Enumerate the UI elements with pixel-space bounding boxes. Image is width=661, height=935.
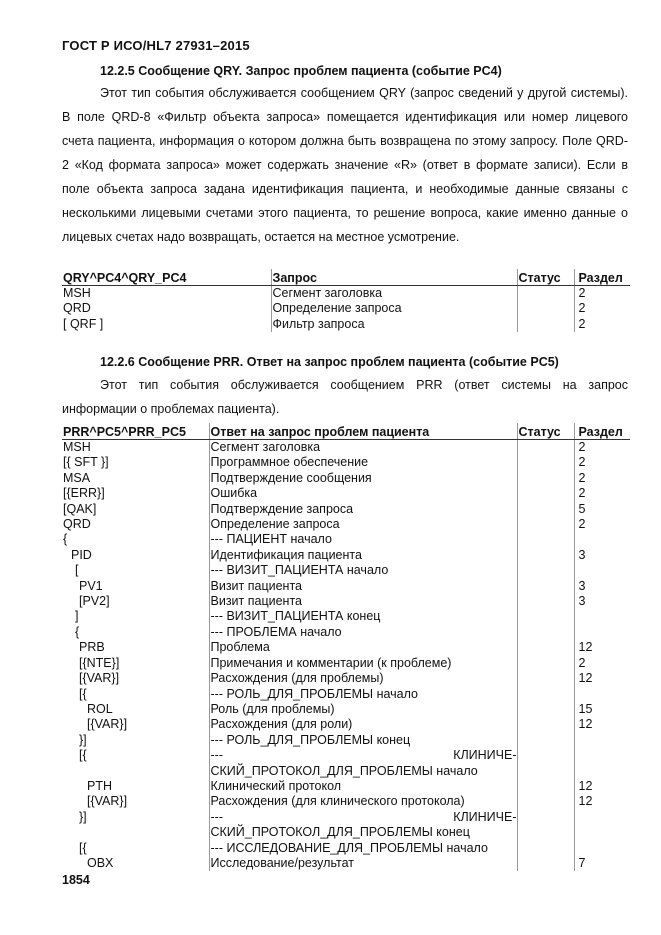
- status-cell: [517, 810, 574, 841]
- description-cell: Определение запроса: [209, 517, 517, 532]
- section-cell: 2: [574, 286, 630, 302]
- description-cell: Визит пациента: [209, 594, 517, 609]
- segment-cell: [{ERR}]: [63, 486, 105, 501]
- column-header: PRR^PC5^PRR_PC5: [62, 423, 209, 440]
- section-cell: 2: [574, 317, 630, 332]
- table-row: [62, 625, 630, 640]
- table-row: [62, 301, 630, 316]
- status-cell: [517, 687, 574, 702]
- table-row: [62, 609, 630, 624]
- section-cell: 2: [574, 486, 630, 501]
- section-cell: 12: [574, 779, 630, 794]
- status-cell: [517, 779, 574, 794]
- segment-cell: [{: [79, 748, 87, 763]
- segment-cell: PRB: [79, 640, 105, 655]
- status-cell: [517, 656, 574, 671]
- description-cell: --- РОЛЬ_ДЛЯ_ПРОБЛЕМЫ начало: [209, 687, 517, 702]
- segment-cell: [ QRF ]: [63, 316, 104, 331]
- segment-cell: {: [63, 532, 68, 547]
- table-row: [62, 286, 630, 302]
- status-cell: [517, 517, 574, 532]
- section-cell: 3: [574, 594, 630, 609]
- section-cell: 15: [574, 702, 630, 717]
- table-row: [62, 640, 630, 655]
- section-heading-12-2-5: 12.2.5 Сообщение QRY. Запрос проблем пациента (событие PC4): [100, 64, 502, 78]
- status-cell: [517, 579, 574, 594]
- status-cell: [517, 733, 574, 748]
- description-cell: --- ВИЗИТ_ПАЦИЕНТА начало: [209, 563, 517, 578]
- status-cell: [517, 471, 574, 486]
- table-row: [62, 733, 630, 748]
- segment-cell: [{VAR}]: [79, 671, 120, 686]
- section-cell: 3: [574, 548, 630, 563]
- status-cell: [517, 856, 574, 871]
- qry-segment-table: [62, 269, 630, 332]
- column-header: Ответ на запрос проблем пациента: [209, 423, 517, 440]
- segment-cell: PID: [71, 547, 92, 562]
- column-header: Статус: [517, 423, 574, 440]
- section-heading-12-2-6: 12.2.6 Сообщение PRR. Ответ на запрос проблем пациента (событие PC5): [100, 355, 559, 369]
- description-cell: --- ПРОБЛЕМА начало: [209, 625, 517, 640]
- segment-cell: ROL: [87, 701, 113, 716]
- description-cell: --- ИССЛЕДОВАНИЕ_ДЛЯ_ПРОБЛЕМЫ начало: [209, 841, 517, 856]
- table-row: [62, 579, 630, 594]
- section-cell: 12: [574, 717, 630, 732]
- description-cell: Подтверждение сообщения: [209, 471, 517, 486]
- section-cell: 7: [574, 856, 630, 871]
- status-cell: [517, 532, 574, 547]
- table-row: [62, 486, 630, 501]
- segment-cell: [{ SFT }]: [63, 455, 109, 470]
- status-cell: [517, 286, 574, 302]
- section-cell: [574, 841, 630, 856]
- status-cell: [517, 702, 574, 717]
- status-cell: [517, 486, 574, 501]
- section-cell: 12: [574, 671, 630, 686]
- column-header: QRY^PC4^QRY_PC4: [62, 269, 271, 286]
- table-row: [62, 594, 630, 609]
- table-row: [62, 717, 630, 732]
- section-cell: 3: [574, 579, 630, 594]
- status-cell: [517, 671, 574, 686]
- segment-cell: [{NTE}]: [79, 655, 120, 670]
- table-row: [62, 548, 630, 563]
- table-row: [62, 794, 630, 809]
- column-header: Статус: [517, 269, 574, 286]
- description-cell: Сегмент заголовка: [271, 286, 517, 302]
- segment-cell: MSH: [63, 286, 91, 300]
- table-row: [62, 455, 630, 470]
- status-cell: [517, 455, 574, 470]
- segment-cell: QRD: [63, 517, 91, 532]
- section-cell: 2: [574, 455, 630, 470]
- status-cell: [517, 841, 574, 856]
- section-cell: 12: [574, 640, 630, 655]
- section-paragraph-12-2-5: [62, 81, 628, 249]
- table-row: [62, 317, 630, 332]
- description-cell: --- ВИЗИТ_ПАЦИЕНТА конец: [209, 609, 517, 624]
- paragraph-text: Этот тип события обслуживается сообщением QRY (запрос сведений у другой системы). В поле QRD-8 «Фильтр объекта запроса» помещается идентификация или номер лицевого счета пациента, информация о котором должна быть возвращена по этому запросу. Поле QRD-2 «Код формата запроса» может содержать значение «R» (ответ в формате записи). Если в поле объекта запроса задана идентификация пациента, и необходимые данные связаны с несколькими лицевыми счетами этого пациента, то решение вопроса, какие именно данные о лицевых счетах надо возвращать, остается на местное усмотрение.: [62, 86, 628, 244]
- section-cell: [574, 625, 630, 640]
- status-cell: [517, 748, 574, 779]
- description-cell: Расхождения (для проблемы): [209, 671, 517, 686]
- description-cell: Визит пациента: [209, 579, 517, 594]
- table-row: [62, 517, 630, 532]
- segment-cell: OBX: [87, 855, 114, 870]
- table-header-row: [62, 423, 630, 440]
- segment-cell: QRD: [63, 301, 91, 316]
- description-cell: Идентификация пациента: [209, 548, 517, 563]
- section-cell: [574, 748, 630, 779]
- status-cell: [517, 794, 574, 809]
- table-row: [62, 687, 630, 702]
- section-cell: [574, 563, 630, 578]
- description-cell: Клинический протокол: [209, 779, 517, 794]
- segment-cell: [{: [79, 686, 87, 701]
- segment-cell: MSA: [63, 470, 91, 485]
- status-cell: [517, 625, 574, 640]
- page-number: 1854: [62, 873, 90, 887]
- segment-cell: PV1: [79, 578, 103, 593]
- status-cell: [517, 640, 574, 655]
- segment-cell: [{: [79, 840, 87, 855]
- segment-cell: }]: [79, 732, 87, 747]
- status-cell: [517, 548, 574, 563]
- segment-cell: ]: [75, 609, 79, 624]
- table-row: [62, 671, 630, 686]
- status-cell: [517, 502, 574, 517]
- description-cell: Подтверждение запроса: [209, 502, 517, 517]
- section-cell: [574, 532, 630, 547]
- description-cell: Примечания и комментарии (к проблеме): [209, 656, 517, 671]
- description-cell: Роль (для проблемы): [209, 702, 517, 717]
- section-cell: [574, 609, 630, 624]
- table-row: [62, 471, 630, 486]
- description-cell: Расхождения (для роли): [209, 717, 517, 732]
- description-cell: Ошибка: [209, 486, 517, 501]
- section-paragraph-12-2-6: [62, 373, 628, 421]
- section-cell: 2: [574, 517, 630, 532]
- status-cell: [517, 594, 574, 609]
- description-cell: Исследование/результат: [209, 856, 517, 871]
- table-row: [62, 563, 630, 578]
- description-cell: Сегмент заголовка: [209, 440, 517, 456]
- status-cell: [517, 301, 574, 316]
- table-row: [62, 841, 630, 856]
- document-header: ГОСТ Р ИСО/HL7 27931–2015: [62, 38, 250, 53]
- segment-cell: {: [75, 624, 80, 639]
- section-cell: 12: [574, 794, 630, 809]
- table-row: [62, 856, 630, 871]
- description-cell: КЛИНИЧЕ- --- СКИЙ_ПРОТОКОЛ_ДЛЯ_ПРОБЛЕМЫ конец: [210, 809, 517, 840]
- description-cell: Проблема: [209, 640, 517, 655]
- description-cell: --- ПАЦИЕНТ начало: [209, 532, 517, 547]
- table-row: [62, 702, 630, 717]
- segment-cell: [{VAR}]: [87, 717, 128, 732]
- table-row: [62, 656, 630, 671]
- section-cell: [574, 733, 630, 748]
- section-cell: 2: [574, 656, 630, 671]
- segment-cell: [{VAR}]: [87, 794, 128, 809]
- segment-cell: [: [75, 563, 79, 578]
- table-row: [62, 779, 630, 794]
- prr-segment-table: [62, 423, 630, 871]
- section-cell: 2: [574, 471, 630, 486]
- table-header-row: [62, 269, 630, 286]
- section-cell: 2: [574, 440, 630, 456]
- status-cell: [517, 609, 574, 624]
- segment-cell: [PV2]: [79, 594, 110, 609]
- description-cell: Определение запроса: [271, 301, 517, 316]
- table-row: [62, 502, 630, 517]
- description-cell: --- РОЛЬ_ДЛЯ_ПРОБЛЕМЫ конец: [209, 733, 517, 748]
- status-cell: [517, 717, 574, 732]
- segment-cell: PTH: [87, 778, 112, 793]
- section-cell: [574, 687, 630, 702]
- segment-cell: [QAK]: [63, 501, 97, 516]
- column-header: Раздел: [574, 269, 630, 286]
- segment-cell: MSH: [63, 440, 91, 454]
- paragraph-text: Этот тип события обслуживается сообщением PRR (ответ системы на запрос информации о проблемах пациента).: [62, 378, 628, 416]
- table-row: [62, 440, 630, 456]
- description-cell: КЛИНИЧЕ- --- СКИЙ_ПРОТОКОЛ_ДЛЯ_ПРОБЛЕМЫ начало: [210, 748, 517, 778]
- status-cell: [517, 440, 574, 456]
- segment-cell: }]: [79, 809, 87, 824]
- table-row: [62, 810, 630, 841]
- status-cell: [517, 317, 574, 332]
- section-cell: 5: [574, 502, 630, 517]
- description-cell: Программное обеспечение: [209, 455, 517, 470]
- table-row: [62, 532, 630, 547]
- description-cell: Расхождения (для клинического протокола): [209, 794, 517, 809]
- table-row: [62, 748, 630, 779]
- status-cell: [517, 563, 574, 578]
- column-header: Раздел: [574, 423, 630, 440]
- section-cell: 2: [574, 301, 630, 316]
- column-header: Запрос: [271, 269, 517, 286]
- description-cell: Фильтр запроса: [271, 317, 517, 332]
- section-cell: [574, 810, 630, 841]
